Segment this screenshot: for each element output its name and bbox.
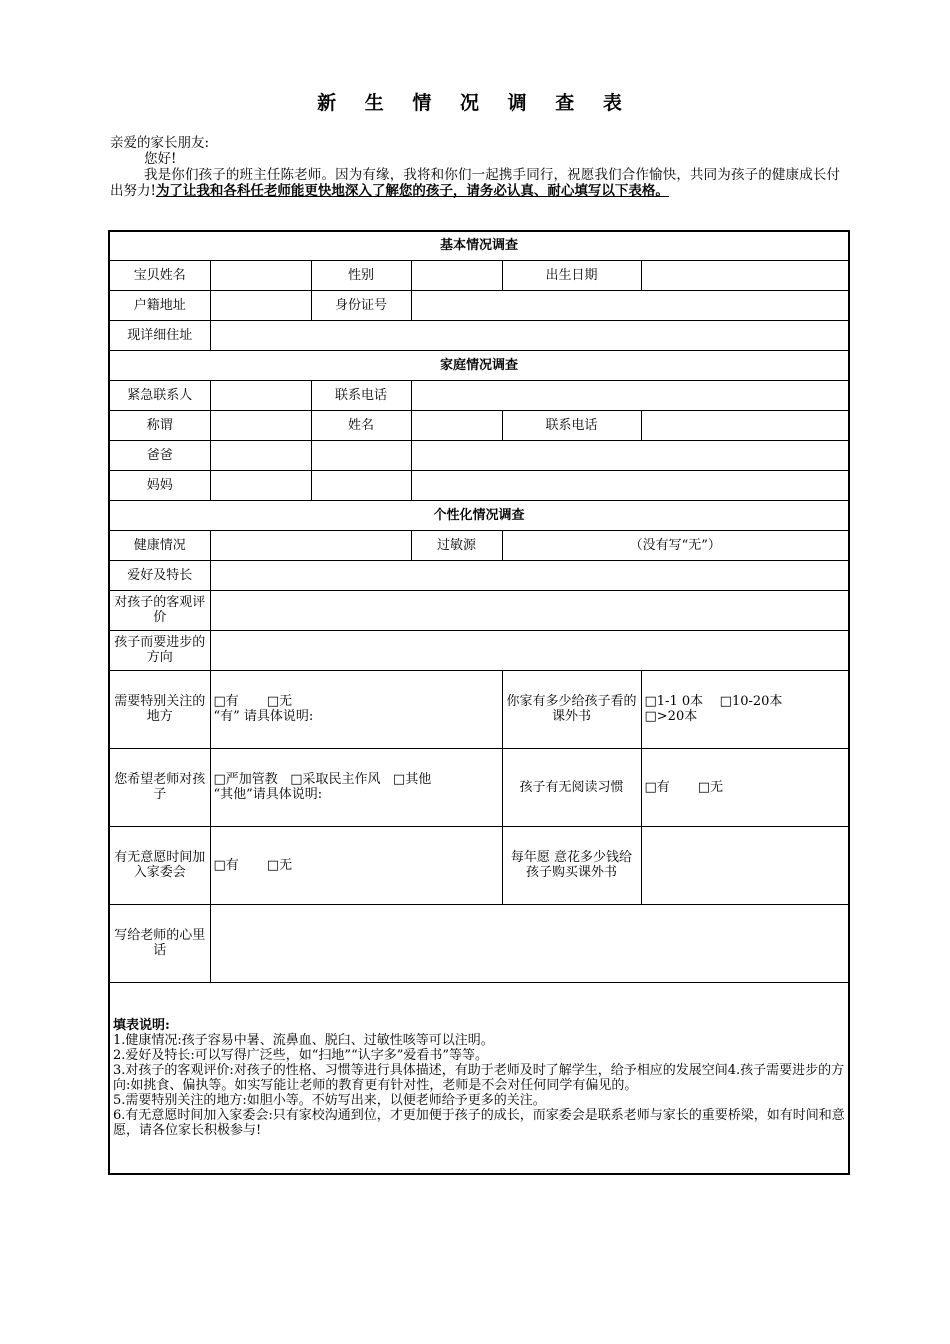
evaluation-field[interactable] — [210, 590, 849, 630]
other-explain: “其他”请具体说明: — [213, 787, 323, 802]
mother-phone-field[interactable] — [411, 470, 849, 500]
checkbox-books-b[interactable]: □10-20本 — [719, 694, 783, 709]
allergy-field[interactable]: （没有写“无”） — [502, 530, 849, 560]
label-expect: 您希望老师对孩子 — [109, 748, 210, 826]
committee-field[interactable] — [210, 826, 502, 904]
note-item: 5.需要特别关注的地方:如胆小等。不妨写出来，以便老师给予更多的关注。 — [113, 1092, 546, 1108]
intro-hello: 您好! — [144, 151, 177, 167]
checkbox-reading-yes[interactable]: □有 — [644, 779, 670, 795]
address-field[interactable] — [210, 320, 849, 350]
relation-phone-field[interactable] — [641, 410, 849, 440]
improve-field[interactable] — [210, 630, 849, 670]
health-field[interactable] — [210, 530, 411, 560]
checkbox-committee-no[interactable]: □无 — [266, 857, 293, 873]
father-name-field[interactable] — [311, 440, 411, 470]
checkbox-reading-no[interactable]: □无 — [697, 779, 724, 795]
label-gender: 性别 — [311, 260, 411, 290]
checkbox-books-c[interactable]: □>20本 — [644, 709, 698, 724]
label-hobby: 爱好及特长 — [109, 560, 210, 590]
reading-habit-field[interactable] — [641, 748, 849, 826]
label-improve: 孩子而要进步的方向 — [109, 630, 210, 670]
note-item: 6.有无意愿时间加入家委会:只有家校沟通到位，才更加便于孩子的成长，而家委会是联系老师与家长的重要桥梁，如有时间和意愿，请各位家长积极参与! — [113, 1107, 845, 1138]
emergency-field[interactable] — [210, 380, 311, 410]
section-personal: 个性化情况调查 — [109, 500, 849, 530]
id-number-field[interactable] — [411, 290, 849, 320]
mother-relation-field[interactable] — [210, 470, 311, 500]
attention-field[interactable] — [210, 670, 502, 748]
label-father: 爸爸 — [109, 440, 210, 470]
fill-instructions — [109, 982, 849, 1174]
baby-name-field[interactable] — [210, 260, 311, 290]
label-relation: 称谓 — [109, 410, 210, 440]
label-committee: 有无意愿时间加入家委会 — [109, 826, 210, 904]
label-evaluation: 对孩子的客观评价 — [109, 590, 210, 630]
label-spend: 每年愿 意花多少钱给孩子购买课外书 — [502, 826, 641, 904]
attention-explain: “有” 请具体说明: — [213, 709, 314, 724]
expect-field[interactable] — [210, 748, 502, 826]
hobby-field[interactable] — [210, 560, 849, 590]
label-address: 现详细住址 — [109, 320, 210, 350]
letter-field[interactable] — [210, 904, 849, 982]
note-item: 1.健康情况:孩子容易中暑、流鼻血、脱臼、过敏性咳等可以注明。 — [113, 1032, 494, 1048]
section-basic: 基本情况调查 — [109, 231, 849, 260]
checkbox-attention-no[interactable]: □无 — [266, 694, 293, 709]
birth-date-field[interactable] — [641, 260, 849, 290]
spend-field[interactable] — [641, 826, 849, 904]
note-item: 3.对孩子的客观评价:对孩子的性格、习惯等进行具体描述，有助于老师及时了解学生，给予相应的发展空间4.孩子需要进步的方向:如挑食、偏执等。如实写能让老师的教育更有针对性，老师是不会对任何同学有偏见的。 — [113, 1062, 845, 1093]
label-reading-habit: 孩子有无阅读习惯 — [502, 748, 641, 826]
checkbox-committee-yes[interactable]: □有 — [213, 857, 239, 873]
intro-body — [110, 167, 840, 199]
intro-emphasis: 为了让我和各科任老师能更快地深入了解您的孩子，请务必认真、耐心填写以下表格。 — [155, 183, 669, 199]
father-phone-field[interactable] — [411, 440, 849, 470]
name-field[interactable] — [411, 410, 502, 440]
checkbox-democratic[interactable]: □采取民主作风 — [290, 772, 381, 787]
note-item: 2.爱好及特长:可以写得广泛些，如“扫地”“认字多”爱看书”等等。 — [113, 1047, 489, 1063]
relation-field[interactable] — [210, 410, 311, 440]
mother-name-field[interactable] — [311, 470, 411, 500]
label-mother: 妈妈 — [109, 470, 210, 500]
hukou-field[interactable] — [210, 290, 311, 320]
emergency-phone-field[interactable] — [411, 380, 849, 410]
notes-title: 填表说明: — [113, 1017, 170, 1033]
checkbox-other[interactable]: □其他 — [392, 772, 432, 787]
label-phone: 联系电话 — [311, 380, 411, 410]
gender-field[interactable] — [411, 260, 502, 290]
label-birth-date: 出生日期 — [502, 260, 641, 290]
label-health: 健康情况 — [109, 530, 210, 560]
intro-letter — [110, 135, 840, 199]
page-title: 新 生 情 况 调 查 表 — [317, 92, 633, 114]
section-family: 家庭情况调查 — [109, 350, 849, 380]
checkbox-strict[interactable]: □严加管教 — [213, 772, 278, 787]
label-baby-name: 宝贝姓名 — [109, 260, 210, 290]
label-id-number: 身份证号 — [311, 290, 411, 320]
label-hukou: 户籍地址 — [109, 290, 210, 320]
intro-greeting: 亲爱的家长朋友: — [110, 135, 210, 151]
label-phone-2: 联系电话 — [502, 410, 641, 440]
label-name: 姓名 — [311, 410, 411, 440]
father-relation-field[interactable] — [210, 440, 311, 470]
label-attention: 需要特别关注的地方 — [109, 670, 210, 748]
checkbox-books-a[interactable]: □1-1 0本 — [644, 694, 704, 709]
intro-body-text: 我是你们孩子的班主任陈老师。因为有缘，我将和你们一起携手同行，祝愿我们合作愉快，共同为孩子的健康成长付出努力! — [110, 167, 840, 199]
label-letter: 写给老师的心里话 — [109, 904, 210, 982]
checkbox-attention-yes[interactable]: □有 — [213, 694, 239, 709]
label-allergy: 过敏源 — [411, 530, 502, 560]
books-count-field[interactable] — [641, 670, 849, 748]
label-books-count: 你家有多少给孩子看的课外书 — [502, 670, 641, 748]
label-emergency: 紧急联系人 — [109, 380, 210, 410]
survey-form-table — [108, 230, 850, 1175]
